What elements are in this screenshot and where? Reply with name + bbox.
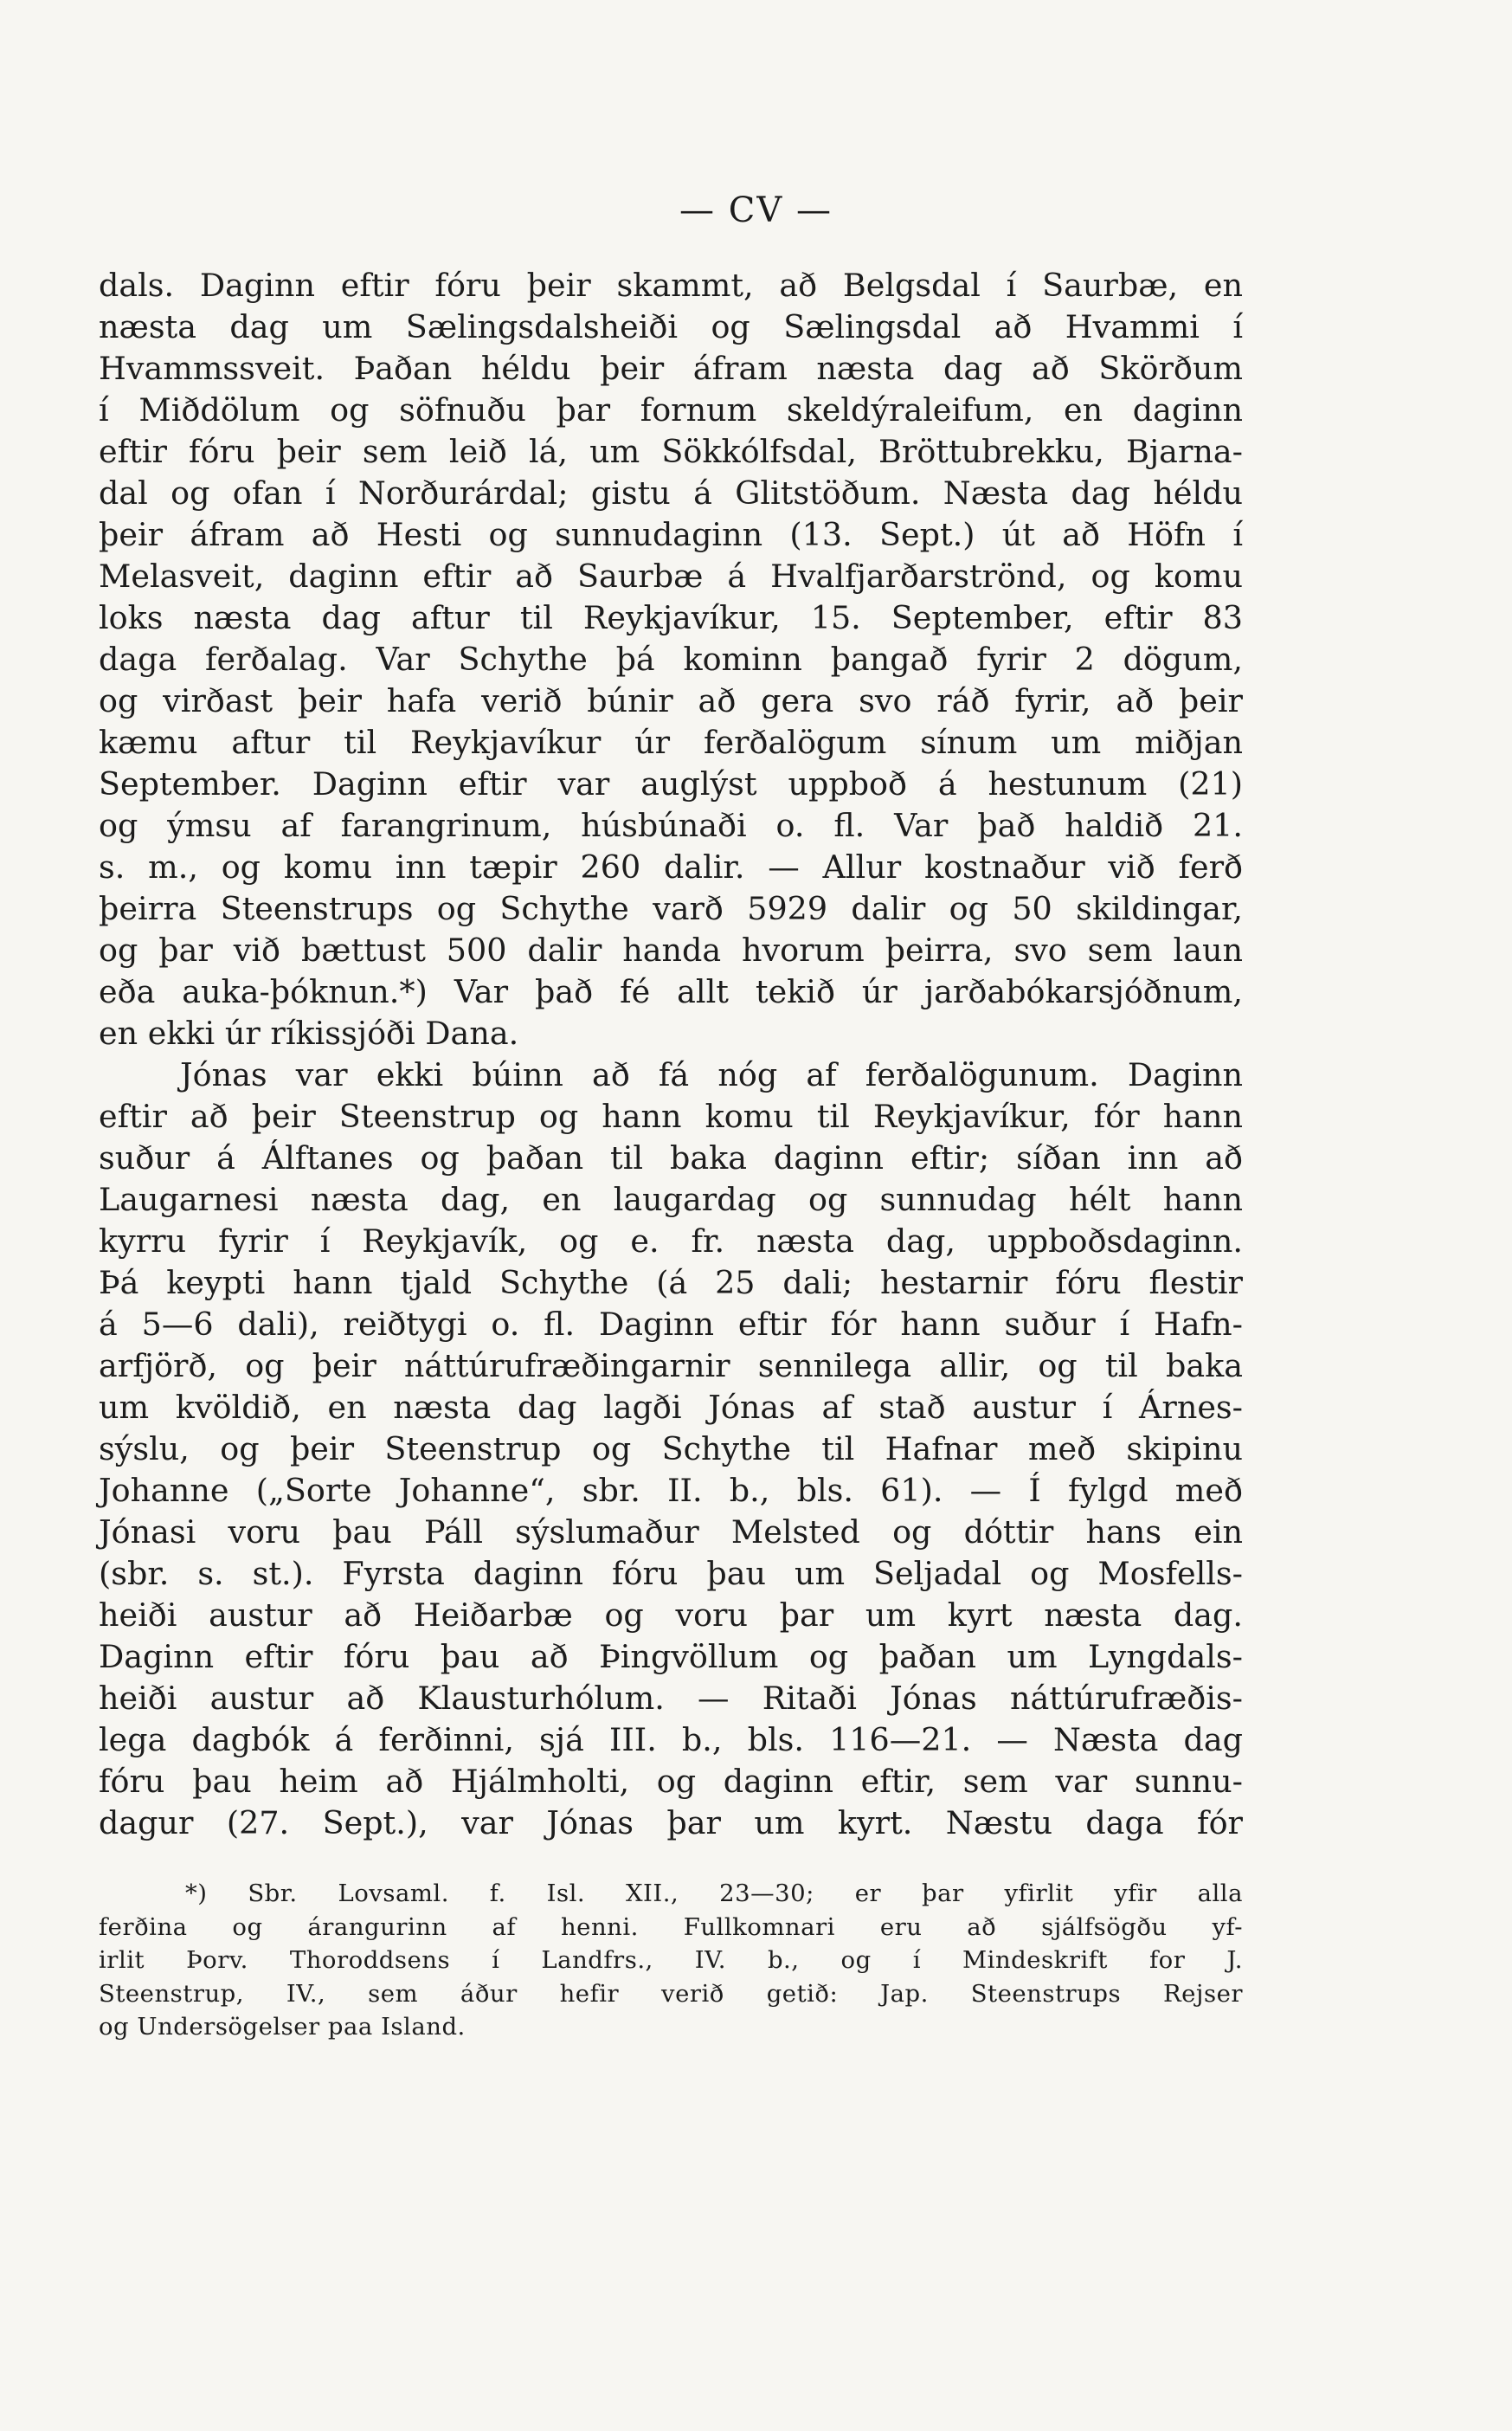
text-line: Hvammssveit. Þaðan héldu þeir áfram næsta dag að Skörðum [99,350,1243,387]
text-line: en ekki úr ríkissjóði Dana. [99,1015,519,1052]
text-line: þeirra Steenstrups og Schythe varð 5929 dalir og 50 skildingar, [99,890,1243,927]
text-line: September. Daginn eftir var auglýst uppboð á hestunum (21) [99,765,1243,803]
text-line: Melasveit, daginn eftir að Saurbæ á Hvalfjarðarströnd, og komu [99,558,1243,595]
text-line: s. m., og komu inn tæpir 260 dalir. — Allur kostnaður við ferð [99,848,1243,886]
paragraph-start-line: Jónas var ekki búinn að fá nóg af ferðalögunum. Daginn [180,1056,1243,1093]
text-line: sýslu, og þeir Steenstrup og Schythe til Hafnar með skipinu [99,1430,1243,1467]
text-line: suður á Álftanes og þaðan til baka daginn eftir; síðan inn að [99,1139,1243,1177]
text-line: Þá keypti hann tjald Schythe (á 25 dali; hestarnir fóru flestir [99,1264,1243,1301]
text-line: loks næsta dag aftur til Reykjavíkur, 15. September, eftir 83 [99,599,1243,636]
text-line: Jónasi voru þau Páll sýslumaður Melsted og dóttir hans ein [99,1513,1243,1551]
page-header: — CV — [679,190,833,230]
text-line: Daginn eftir fóru þau að Þingvöllum og þaðan um Lyngdals- [99,1638,1243,1675]
text-line: og virðast þeir hafa verið búnir að gera svo ráð fyrir, að þeir [99,682,1243,719]
text-line: Laugarnesi næsta dag, en laugardag og sunnudag hélt hann [99,1181,1243,1218]
text-line: eftir fóru þeir sem leið lá, um Sökkólfsdal, Bröttubrekku, Bjarna- [99,433,1243,470]
footnote-divider [99,1854,1243,1855]
text-line: Johanne („Sorte Johanne“, sbr. II. b., bls. 61). — Í fylgd með [99,1472,1243,1509]
body-text [99,265,1243,1844]
text-line: um kvöldið, en næsta dag lagði Jónas af stað austur í Árnes- [99,1389,1243,1426]
text-line: eftir að þeir Steenstrup og hann komu til Reykjavíkur, fór hann [99,1098,1243,1135]
text-line: á 5—6 dali), reiðtygi o. fl. Daginn eftir fór hann suður í Hafn- [99,1306,1243,1343]
text-line: (sbr. s. st.). Fyrsta daginn fóru þau um Seljadal og Mosfells- [99,1555,1243,1592]
text-line: kæmu aftur til Reykjavíkur úr ferðalögum sínum um miðjan [99,724,1243,761]
footnote-line: ferðina og árangurinn af henni. Fullkomnari eru að sjálfsögðu yf- [99,1912,1243,1941]
text-line: dal og ofan í Norðurárdal; gistu á Glitstöðum. Næsta dag héldu [99,474,1243,512]
text-line: og þar við bættust 500 dalir handa hvorum þeirra, svo sem laun [99,932,1243,969]
text-line: daga ferðalag. Var Schythe þá kominn þangað fyrir 2 dögum, [99,641,1243,678]
text-line: fóru þau heim að Hjálmholti, og daginn eftir, sem var sunnu- [99,1763,1243,1800]
footnote-line: Steenstrup, IV., sem áður hefir verið getið: Jap. Steenstrups Rejser [99,1979,1243,2008]
text-line: dagur (27. Sept.), var Jónas þar um kyrt. Næstu daga fór [99,1804,1243,1841]
text-line: arfjörð, og þeir náttúrufræðingarnir sennilega allir, og til baka [99,1347,1243,1384]
text-line: næsta dag um Sælingsdalsheiði og Sælingsdal að Hvammi í [99,308,1243,345]
footnote-line: irlit Þorv. Thoroddsens í Landfrs., IV. b., og í Mindeskrift for J. [99,1946,1243,1974]
text-line: í Miðdölum og söfnuðu þar fornum skeldýraleifum, en daginn [99,391,1243,429]
footnote-line: og Undersögelser paa Island. [99,2013,466,2041]
text-line: heiði austur að Klausturhólum. — Ritaði Jónas náttúrufræðis- [99,1680,1243,1717]
text-line: þeir áfram að Hesti og sunnudaginn (13. Sept.) út að Höfn í [99,516,1243,553]
text-line: kyrru fyrir í Reykjavík, og e. fr. næsta dag, uppboðsdaginn. [99,1222,1243,1260]
text-line: dals. Daginn eftir fóru þeir skammt, að Belgsdal í Saurbæ, en [99,267,1243,304]
footnotes [99,1877,1243,2044]
text-line: og ýmsu af farangrinum, húsbúnaði o. fl. Var það haldið 21. [99,807,1243,844]
text-line: lega dagbók á ferðinni, sjá III. b., bls. 116—21. — Næsta dag [99,1721,1243,1758]
text-line: heiði austur að Heiðarbæ og voru þar um kyrt næsta dag. [99,1596,1243,1634]
footnote-line: *) Sbr. Lovsaml. f. Isl. XII., 23—30; er þar yfirlit yfir alla [185,1880,1243,1907]
text-line: eða auka-þóknun.*) Var það fé allt tekið úr jarðabókarsjóðnum, [99,973,1243,1010]
